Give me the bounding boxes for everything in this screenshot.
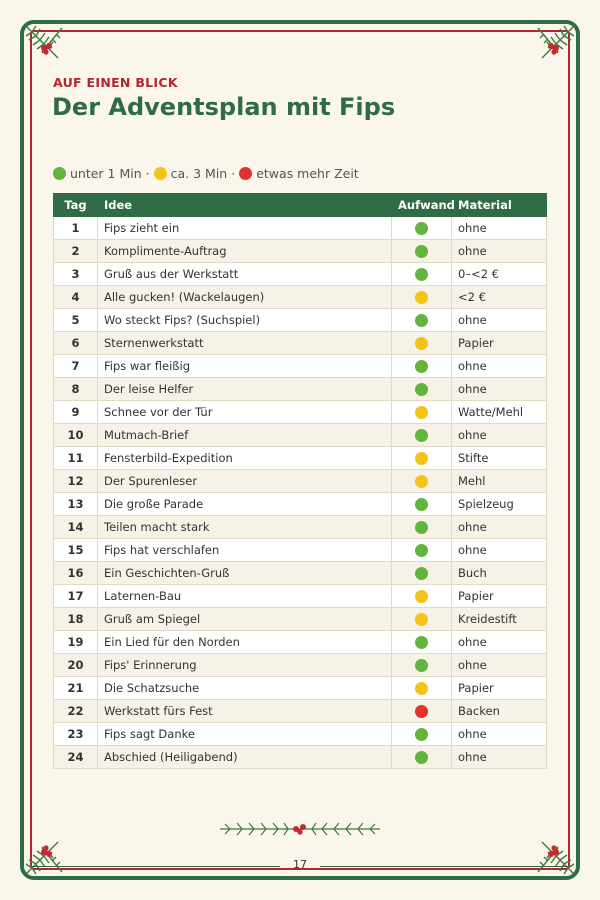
- table-row: [54, 401, 547, 424]
- effort-cell: [392, 447, 452, 470]
- idea-cell: Wo steckt Fips? (Suchspiel): [98, 309, 392, 332]
- idea-cell: Gruß aus der Werkstatt: [98, 263, 392, 286]
- material-cell: Backen: [452, 700, 547, 723]
- legend-separator: ·: [145, 166, 150, 181]
- effort-cell: [392, 378, 452, 401]
- idea-cell: Ein Lied für den Norden: [98, 631, 392, 654]
- yellow-dot-icon: [415, 406, 428, 419]
- table-row: [54, 493, 547, 516]
- table-row: [54, 746, 547, 769]
- legend-yellow-label: ca. 3 Min: [170, 166, 228, 181]
- table-row: [54, 240, 547, 263]
- idea-cell: Fips zieht ein: [98, 217, 392, 240]
- effort-cell: [392, 355, 452, 378]
- section-eyebrow: AUF EINEN BLICK: [53, 75, 178, 90]
- table-row: [54, 654, 547, 677]
- material-cell: Papier: [452, 585, 547, 608]
- yellow-dot-icon: [154, 167, 167, 180]
- day-number: 22: [54, 700, 98, 723]
- yellow-dot-icon: [415, 613, 428, 626]
- idea-cell: Die große Parade: [98, 493, 392, 516]
- effort-cell: [392, 424, 452, 447]
- material-cell: ohne: [452, 746, 547, 769]
- material-cell: <2 €: [452, 286, 547, 309]
- idea-cell: Der Spurenleser: [98, 470, 392, 493]
- day-number: 10: [54, 424, 98, 447]
- effort-cell: [392, 493, 452, 516]
- idea-cell: Abschied (Heiligabend): [98, 746, 392, 769]
- header-idea: Idee: [98, 194, 392, 217]
- pine-branch-icon: [532, 22, 578, 68]
- header-day: Tag: [54, 194, 98, 217]
- green-dot-icon: [415, 659, 428, 672]
- day-number: 6: [54, 332, 98, 355]
- yellow-dot-icon: [415, 337, 428, 350]
- day-number: 16: [54, 562, 98, 585]
- green-dot-icon: [415, 360, 428, 373]
- green-dot-icon: [415, 383, 428, 396]
- material-cell: ohne: [452, 654, 547, 677]
- effort-cell: [392, 631, 452, 654]
- idea-cell: Laternen-Bau: [98, 585, 392, 608]
- idea-cell: Mutmach-Brief: [98, 424, 392, 447]
- yellow-dot-icon: [415, 590, 428, 603]
- material-cell: ohne: [452, 516, 547, 539]
- table-row: [54, 470, 547, 493]
- table-row: [54, 447, 547, 470]
- effort-cell: [392, 332, 452, 355]
- day-number: 5: [54, 309, 98, 332]
- green-dot-icon: [415, 567, 428, 580]
- day-number: 15: [54, 539, 98, 562]
- pine-branch-icon: [22, 832, 68, 878]
- material-cell: ohne: [452, 539, 547, 562]
- day-number: 2: [54, 240, 98, 263]
- header-effort: Aufwand: [392, 194, 452, 217]
- day-number: 11: [54, 447, 98, 470]
- idea-cell: Der leise Helfer: [98, 378, 392, 401]
- day-number: 19: [54, 631, 98, 654]
- idea-cell: Fips hat verschlafen: [98, 539, 392, 562]
- material-cell: ohne: [452, 309, 547, 332]
- material-cell: Papier: [452, 332, 547, 355]
- idea-cell: Sternenwerkstatt: [98, 332, 392, 355]
- yellow-dot-icon: [415, 291, 428, 304]
- idea-cell: Fips war fleißig: [98, 355, 392, 378]
- effort-cell: [392, 608, 452, 631]
- table-row: [54, 677, 547, 700]
- day-number: 21: [54, 677, 98, 700]
- day-number: 23: [54, 723, 98, 746]
- pine-branch-icon: [22, 22, 68, 68]
- yellow-dot-icon: [415, 475, 428, 488]
- material-cell: ohne: [452, 378, 547, 401]
- effort-cell: [392, 654, 452, 677]
- yellow-dot-icon: [415, 682, 428, 695]
- effort-cell: [392, 470, 452, 493]
- material-cell: ohne: [452, 355, 547, 378]
- green-dot-icon: [53, 167, 66, 180]
- green-dot-icon: [415, 429, 428, 442]
- idea-cell: Teilen macht stark: [98, 516, 392, 539]
- day-number: 12: [54, 470, 98, 493]
- table-row: [54, 378, 547, 401]
- table-row: [54, 355, 547, 378]
- table-row: [54, 562, 547, 585]
- material-cell: ohne: [452, 723, 547, 746]
- table-row: [54, 608, 547, 631]
- green-dot-icon: [415, 245, 428, 258]
- effort-cell: [392, 263, 452, 286]
- green-dot-icon: [415, 268, 428, 281]
- footer-line-left: [32, 866, 280, 867]
- material-cell: ohne: [452, 240, 547, 263]
- green-dot-icon: [415, 544, 428, 557]
- day-number: 18: [54, 608, 98, 631]
- effort-legend: [53, 166, 359, 181]
- legend-green-label: unter 1 Min: [70, 166, 142, 181]
- idea-cell: Die Schatzsuche: [98, 677, 392, 700]
- material-cell: 0–<2 €: [452, 263, 547, 286]
- effort-cell: [392, 240, 452, 263]
- green-dot-icon: [415, 636, 428, 649]
- table-row: [54, 539, 547, 562]
- table-row: [54, 631, 547, 654]
- footer-line-right: [320, 866, 568, 867]
- table-header-row: [54, 194, 547, 217]
- day-number: 14: [54, 516, 98, 539]
- effort-cell: [392, 539, 452, 562]
- effort-cell: [392, 286, 452, 309]
- idea-cell: Schnee vor der Tür: [98, 401, 392, 424]
- idea-cell: Fips sagt Danke: [98, 723, 392, 746]
- page-title: Der Adventsplan mit Fips: [52, 93, 396, 121]
- green-dot-icon: [415, 728, 428, 741]
- material-cell: Spielzeug: [452, 493, 547, 516]
- green-dot-icon: [415, 222, 428, 235]
- table-row: [54, 286, 547, 309]
- table-row: [54, 424, 547, 447]
- material-cell: ohne: [452, 217, 547, 240]
- table-row: [54, 516, 547, 539]
- idea-cell: Alle gucken! (Wackelaugen): [98, 286, 392, 309]
- idea-cell: Komplimente-Auftrag: [98, 240, 392, 263]
- material-cell: Papier: [452, 677, 547, 700]
- legend-red-label: etwas mehr Zeit: [256, 166, 359, 181]
- red-dot-icon: [239, 167, 252, 180]
- effort-cell: [392, 585, 452, 608]
- day-number: 3: [54, 263, 98, 286]
- legend-separator: ·: [231, 166, 236, 181]
- day-number: 24: [54, 746, 98, 769]
- table-row: [54, 723, 547, 746]
- day-number: 8: [54, 378, 98, 401]
- yellow-dot-icon: [415, 452, 428, 465]
- material-cell: Buch: [452, 562, 547, 585]
- idea-cell: Fips' Erinnerung: [98, 654, 392, 677]
- effort-cell: [392, 309, 452, 332]
- green-dot-icon: [415, 498, 428, 511]
- effort-cell: [392, 217, 452, 240]
- red-dot-icon: [415, 705, 428, 718]
- green-dot-icon: [415, 751, 428, 764]
- table-row: [54, 700, 547, 723]
- material-cell: ohne: [452, 631, 547, 654]
- idea-cell: Werkstatt fürs Fest: [98, 700, 392, 723]
- green-dot-icon: [415, 521, 428, 534]
- material-cell: Kreidestift: [452, 608, 547, 631]
- effort-cell: [392, 723, 452, 746]
- effort-cell: [392, 677, 452, 700]
- day-number: 4: [54, 286, 98, 309]
- material-cell: Watte/Mehl: [452, 401, 547, 424]
- table-row: [54, 332, 547, 355]
- effort-cell: [392, 562, 452, 585]
- table-row: [54, 309, 547, 332]
- pine-branch-icon: [532, 832, 578, 878]
- header-material: Material: [452, 194, 547, 217]
- idea-cell: Gruß am Spiegel: [98, 608, 392, 631]
- page-number: 17: [293, 858, 307, 871]
- day-number: 9: [54, 401, 98, 424]
- day-number: 17: [54, 585, 98, 608]
- material-cell: ohne: [452, 424, 547, 447]
- material-cell: Stifte: [452, 447, 547, 470]
- advent-plan-table: [53, 193, 547, 769]
- idea-cell: Fensterbild-Expedition: [98, 447, 392, 470]
- effort-cell: [392, 700, 452, 723]
- day-number: 7: [54, 355, 98, 378]
- day-number: 13: [54, 493, 98, 516]
- effort-cell: [392, 516, 452, 539]
- effort-cell: [392, 401, 452, 424]
- idea-cell: Ein Geschichten-Gruß: [98, 562, 392, 585]
- table-row: [54, 585, 547, 608]
- green-dot-icon: [415, 314, 428, 327]
- garland-icon: [218, 818, 382, 840]
- table-row: [54, 217, 547, 240]
- day-number: 1: [54, 217, 98, 240]
- table-row: [54, 263, 547, 286]
- effort-cell: [392, 746, 452, 769]
- material-cell: Mehl: [452, 470, 547, 493]
- table-body: [54, 217, 547, 769]
- day-number: 20: [54, 654, 98, 677]
